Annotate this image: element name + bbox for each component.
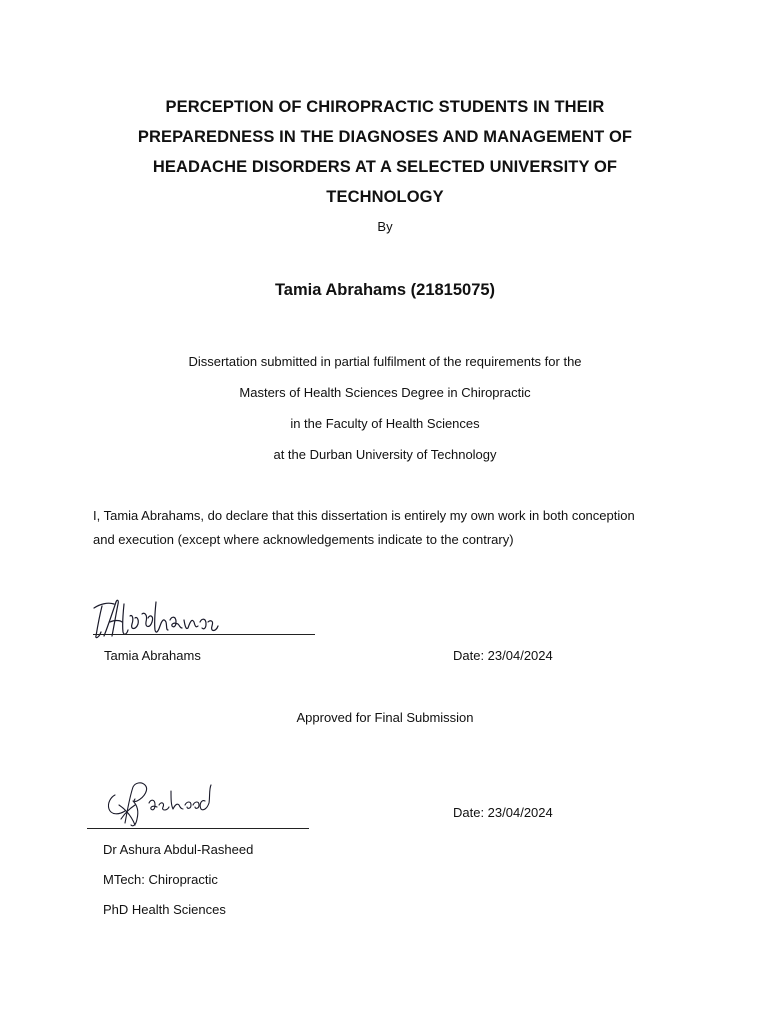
declaration-line: I, Tamia Abrahams, do declare that this dissertation is entirely my own work in both conception xyxy=(93,508,635,523)
dissertation-title xyxy=(90,92,680,212)
student-signature-line xyxy=(93,634,315,635)
supervisor-qualification: PhD Health Sciences xyxy=(103,902,226,917)
author-name: Tamia Abrahams (21815075) xyxy=(274,281,496,299)
supervisor-signature xyxy=(95,775,220,830)
approval-statement: Approved for Final Submission xyxy=(296,710,474,725)
title-line: PREPAREDNESS IN THE DIAGNOSES AND MANAGEMENT OF xyxy=(137,128,633,146)
submission-line: at the Durban University of Technology xyxy=(273,447,497,462)
supervisor-name: Dr Ashura Abdul-Rasheed xyxy=(103,842,254,857)
submission-statement xyxy=(0,353,770,477)
supervisor-qualification: MTech: Chiropractic xyxy=(103,872,218,887)
title-line: PERCEPTION OF CHIROPRACTIC STUDENTS IN THEIR xyxy=(165,98,605,116)
by-label: By xyxy=(377,219,393,234)
student-date: Date: 23/04/2024 xyxy=(453,648,553,663)
title-line: HEADACHE DISORDERS AT A SELECTED UNIVERSITY OF xyxy=(152,158,618,176)
supervisor-signature-line xyxy=(87,828,309,829)
supervisor-date: Date: 23/04/2024 xyxy=(453,805,553,820)
supervisor-details xyxy=(103,841,253,931)
declaration-line: and execution (except where acknowledgements indicate to the contrary) xyxy=(93,532,514,547)
submission-line: in the Faculty of Health Sciences xyxy=(290,416,480,431)
submission-line: Dissertation submitted in partial fulfilment of the requirements for the xyxy=(188,354,582,369)
title-line: TECHNOLOGY xyxy=(326,188,444,206)
declaration xyxy=(93,504,693,552)
submission-line: Masters of Health Sciences Degree in Chiropractic xyxy=(239,385,531,400)
student-name: Tamia Abrahams xyxy=(104,648,201,663)
